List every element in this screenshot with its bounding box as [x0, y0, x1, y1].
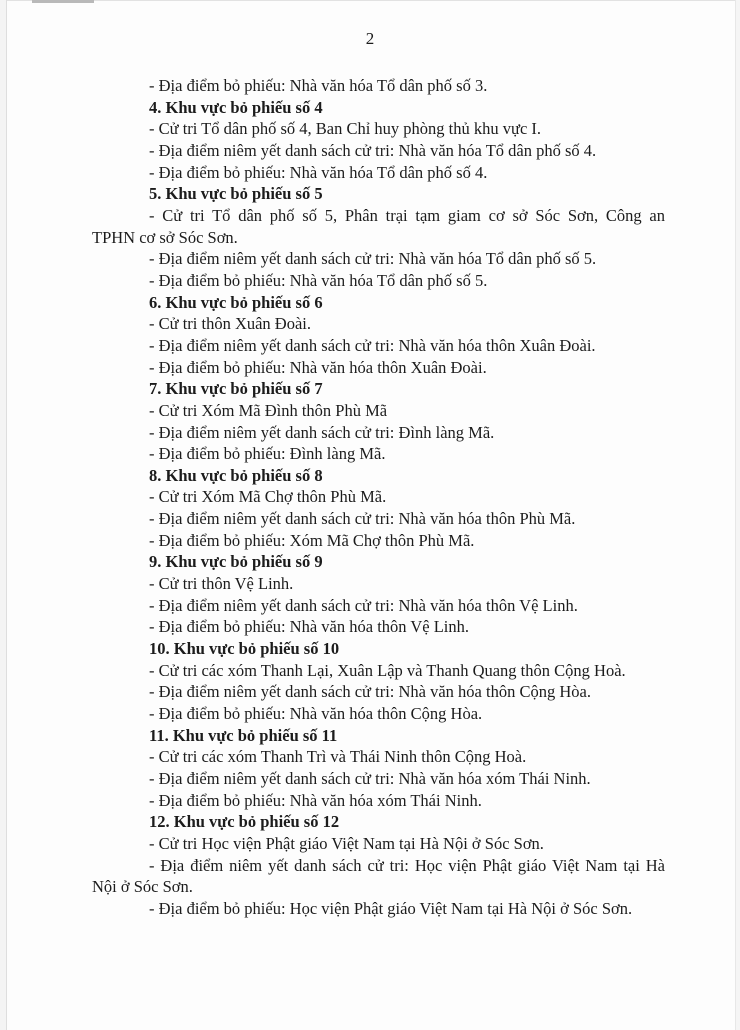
document-line: - Địa điểm bỏ phiếu: Nhà văn hóa Tổ dân phố số 4. [149, 162, 488, 182]
scan-top-edge-notch [32, 0, 94, 3]
document-line: - Cử tri Học viện Phật giáo Việt Nam tại Hà Nội ở Sóc Sơn. [149, 833, 544, 853]
document-line: - Cử tri Tổ dân phố số 5, Phân trại tạm giam cơ sở Sóc Sơn, Công an [149, 205, 665, 225]
document-line: 5. Khu vực bỏ phiếu số 5 [149, 184, 323, 204]
document-line: - Địa điểm niêm yết danh sách cử tri: Nhà văn hóa xóm Thái Ninh. [149, 769, 591, 788]
document-line: - Địa điểm niêm yết danh sách cử tri: Nhà văn hóa thôn Phù Mã. [149, 509, 576, 529]
document-line: - Cử tri các xóm Thanh Lại, Xuân Lập và Thanh Quang thôn Cộng Hoà. [149, 660, 626, 680]
document-line: - Địa điểm bỏ phiếu: Học viện Phật giáo Việt Nam tại Hà Nội ở Sóc Sơn. [149, 898, 633, 918]
document-line: 8. Khu vực bỏ phiếu số 8 [149, 465, 323, 485]
document-line: 6. Khu vực bỏ phiếu số 6 [149, 292, 323, 312]
document-line: - Cử tri Xóm Mã Chợ thôn Phù Mã. [149, 487, 387, 507]
document-line: - Cử tri các xóm Thanh Trì và Thái Ninh thôn Cộng Hoà. [149, 747, 527, 767]
document-line: - Địa điểm bỏ phiếu: Nhà văn hóa Tổ dân phố số 5. [149, 270, 488, 290]
scan-left-edge-line [6, 0, 7, 1030]
document-line: - Cử tri Xóm Mã Đình thôn Phù Mã [149, 400, 388, 420]
document-line: - Địa điểm bỏ phiếu: Nhà văn hóa Tổ dân phố số 3. [149, 76, 488, 95]
scan-right-edge-strip [736, 0, 740, 1030]
document-line: - Địa điểm niêm yết danh sách cử tri: Đình làng Mã. [149, 422, 495, 442]
document-line: - Cử tri thôn Xuân Đoài. [149, 314, 312, 334]
document-line: - Cử tri thôn Vệ Linh. [149, 574, 294, 594]
document-line: - Địa điểm bỏ phiếu: Nhà văn hóa thôn Vệ Linh. [149, 617, 470, 637]
document-line: 12. Khu vực bỏ phiếu số 12 [149, 812, 340, 832]
document-line: - Địa điểm bỏ phiếu: Nhà văn hóa thôn Xuân Đoài. [149, 357, 487, 377]
document-line: Nội ở Sóc Sơn. [92, 877, 193, 897]
document-line: - Địa điểm niêm yết danh sách cử tri: Nhà văn hóa thôn Cộng Hòa. [149, 682, 591, 702]
document-line: - Địa điểm niêm yết danh sách cử tri: Nhà văn hóa Tổ dân phố số 4. [149, 140, 597, 160]
document-line: - Cử tri Tổ dân phố số 4, Ban Chỉ huy phòng thủ khu vực I. [149, 119, 542, 139]
document-line: TPHN cơ sở Sóc Sơn. [92, 227, 238, 247]
document-line: - Địa điểm niêm yết danh sách cử tri: Nhà văn hóa Tổ dân phố số 5. [149, 249, 597, 269]
document-line: 11. Khu vực bỏ phiếu số 11 [149, 725, 338, 745]
document-line: 10. Khu vực bỏ phiếu số 10 [149, 639, 340, 659]
document-line: - Địa điểm bỏ phiếu: Xóm Mã Chợ thôn Phù Mã. [149, 530, 475, 550]
document-line: 4. Khu vực bỏ phiếu số 4 [149, 97, 323, 117]
document-line: - Địa điểm bỏ phiếu: Nhà văn hóa xóm Thái Ninh. [149, 790, 482, 810]
scan-right-edge-line [735, 0, 736, 1030]
scan-top-edge-line [0, 0, 740, 1]
document-line: - Địa điểm bỏ phiếu: Đình làng Mã. [149, 444, 386, 464]
document-line: - Địa điểm niêm yết danh sách cử tri: Nhà văn hóa thôn Xuân Đoài. [149, 335, 596, 355]
document-line: 7. Khu vực bỏ phiếu số 7 [149, 379, 323, 399]
document-line: 9. Khu vực bỏ phiếu số 9 [149, 552, 323, 572]
document-line: - Địa điểm niêm yết danh sách cử tri: Nhà văn hóa thôn Vệ Linh. [149, 595, 578, 615]
document-line: - Địa điểm niêm yết danh sách cử tri: Học viện Phật giáo Việt Nam tại Hà [149, 855, 665, 875]
page-number: 2 [365, 29, 375, 48]
document-body [92, 75, 665, 920]
document-line: - Địa điểm bỏ phiếu: Nhà văn hóa thôn Cộng Hòa. [149, 704, 483, 724]
